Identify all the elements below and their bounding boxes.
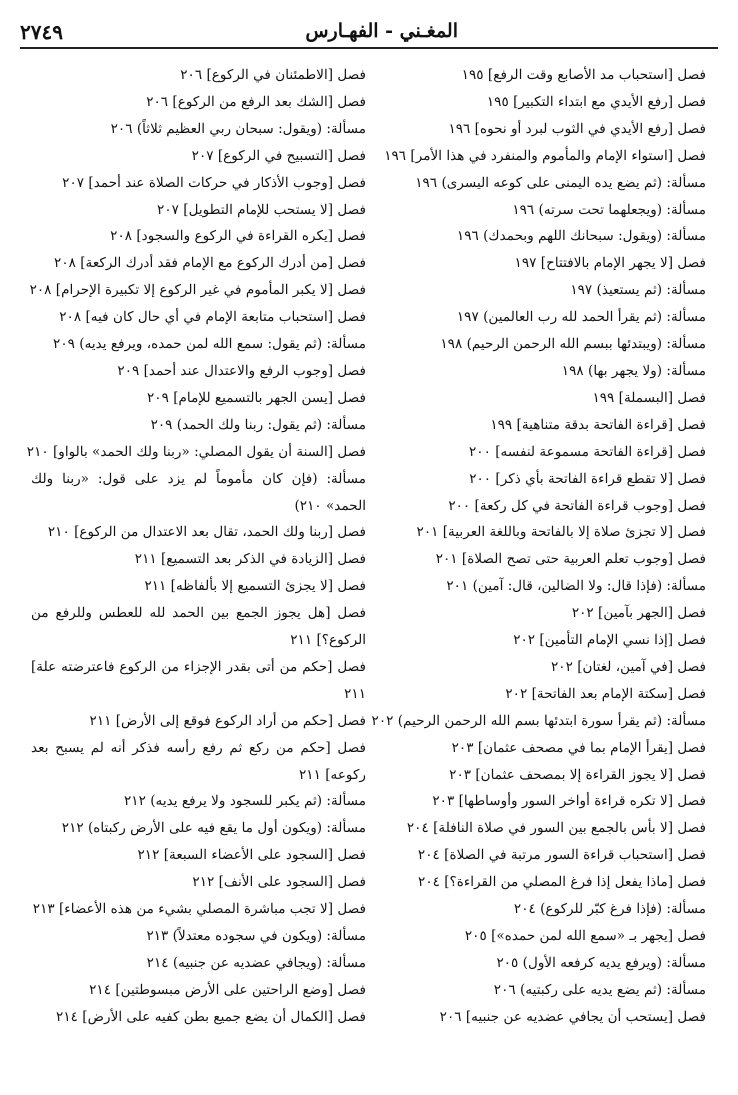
index-entry: فصل [سكتة الإمام بعد الفاتحة] ٢٠٢ <box>505 685 706 702</box>
index-entry: فصل [ربنا ولك الحمد، تقال بعد الاعتدال من الركوع] ٢١٠ <box>47 524 366 541</box>
index-entry: مسألة: (ويكون أول ما يقع فيه على الأرض ركبتاه) ٢١٢ <box>61 820 366 837</box>
page-number: ٢٧٤٩ <box>20 20 63 44</box>
index-entry: فصل [الكمال أن يضع جميع بطن كفيه على الأرض] ٢١٤ <box>56 1008 366 1025</box>
index-entry: فصل [لا يكبر المأموم في غير الركوع إلا تكبيرة الإحرام] ٢٠٨ <box>29 282 366 299</box>
index-entry: مسألة: (ويكون في سجوده معتدلاً) ٢١٣ <box>146 928 366 944</box>
index-entry: مسألة: (فإذا فرغ كبّر للركوع) ٢٠٤ <box>513 901 706 918</box>
running-title: المغـني - الفهـارس <box>305 20 458 42</box>
index-entry: فصل [استحباب قراءة السور مرتبة في الصلاة] ٢٠٤ <box>417 847 706 864</box>
index-entry: فصل [في آمين، لغتان] ٢٠٢ <box>550 658 706 675</box>
index-entry: فصل [الشك بعد الرفع من الركوع] ٢٠٦ <box>146 93 366 110</box>
index-column-left <box>26 62 366 1031</box>
index-entry: فصل [وجوب قراءة الفاتحة في كل ركعة] ٢٠٠ <box>448 497 706 514</box>
index-entry: فصل [التسبيح في الركوع] ٢٠٧ <box>191 147 366 164</box>
index-entry: مسألة: (ثم يقرأ الحمد لله رب العالمين) ١٩٧ <box>456 309 706 326</box>
index-entry: مسألة: (ثم يضع يديه على ركبتيه) ٢٠٦ <box>493 981 706 998</box>
index-entry: فصل [لا يجهر الإمام بالافتتاح] ١٩٧ <box>514 255 706 272</box>
index-entry: مسألة: (ثم يضع يده اليمنى على كوعه اليسرى) ١٩٦ <box>415 174 706 191</box>
index-entry: فصل [لا يستحب للإمام التطويل] ٢٠٧ <box>157 201 366 218</box>
index-entry: مسألة: (ثم يقول: ربنا ولك الحمد) ٢٠٩ <box>150 416 366 433</box>
index-entry: فصل [لا بأس بالجمع بين السور في صلاة النافلة] ٢٠٤ <box>406 820 706 837</box>
index-entry: فصل [وجوب الرفع والاعتدال عند أحمد] ٢٠٩ <box>117 362 366 379</box>
index-entry: مسألة: (ثم يستعيذ) ١٩٧ <box>570 282 706 299</box>
index-entry: فصل [وجوب الأذكار في حركات الصلاة عند أحمد] ٢٠٧ <box>62 174 366 191</box>
index-entry: فصل [إذا نسي الإمام التأمين] ٢٠٢ <box>513 632 706 649</box>
index-entry: فصل [البسملة] ١٩٩ <box>592 389 706 406</box>
index-entry: فصل [حكم من ركع ثم رفع رأسه فذكر أنه لم يسبح بعد ركوعه] ٢١١ <box>31 739 366 783</box>
index-entry: فصل [السجود على الأنف] ٢١٢ <box>192 874 366 891</box>
index-entry: فصل [لا تقطع قراءة الفاتحة بأي ذكر] ٢٠٠ <box>469 470 706 487</box>
index-entry: فصل [يستحب أن يجافي عضديه عن جنبيه] ٢٠٦ <box>439 1008 706 1025</box>
index-entry: فصل [ماذا يفعل إذا فرغ المصلي من القراءة؟] ٢٠٤ <box>418 874 706 891</box>
index-entry: فصل [السجود على الأعضاء السبعة] ٢١٢ <box>137 847 366 864</box>
index-entry: فصل [وجوب تعلم العربية حتى تصح الصلاة] ٢٠١ <box>435 551 706 568</box>
index-entry: مسألة: (ويبتدئها ببسم الله الرحمن الرحيم) ١٩٨ <box>440 336 706 353</box>
index-entry: مسألة: (ويرفع يديه كرفعه الأول) ٢٠٥ <box>496 954 706 971</box>
index-entry: فصل [لا تجب مباشرة المصلي بشيء من هذه الأعضاء] ٢١٣ <box>32 901 366 918</box>
index-entry: فصل [الاطمئنان في الركوع] ٢٠٦ <box>180 67 366 83</box>
index-entry: فصل [حكم من أراد الركوع فوقع إلى الأرض] ٢١١ <box>89 712 366 729</box>
index-entry: فصل [يسن الجهر بالتسميع للإمام] ٢٠٩ <box>146 389 366 406</box>
index-entry: فصل [قراءة الفاتحة مسموعة لنفسه] ٢٠٠ <box>469 443 706 460</box>
index-entry: مسألة: (ويجافي عضديه عن جنبيه) ٢١٤ <box>146 954 366 971</box>
index-entry: فصل [استواء الإمام والمأموم والمنفرد في هذا الأمر] ١٩٦ <box>384 147 706 164</box>
index-entry: فصل [هل يجوز الجمع بين الحمد لله للعطس وللرفع من الركوع؟] ٢١١ <box>31 605 366 649</box>
page-header <box>20 20 718 44</box>
header-rule <box>20 47 718 49</box>
index-entry: فصل [رفع الأيدي في الثوب لبرد أو نحوه] ١٩٦ <box>448 120 706 137</box>
index-entry: فصل [لا تجزئ صلاة إلا بالفاتحة وباللغة العربية] ٢٠١ <box>416 524 706 541</box>
index-entry: مسألة: (ولا يجهر بها) ١٩٨ <box>561 362 706 379</box>
index-entry: فصل [يجهر بـ «سمع الله لمن حمده»] ٢٠٥ <box>464 928 706 944</box>
index-entry: مسألة: (ويجعلهما تحت سرته) ١٩٦ <box>512 201 706 218</box>
index-entry: مسألة: (ويقول: سبحانك اللهم وبحمدك) ١٩٦ <box>456 228 706 245</box>
index-entry: فصل [السنة أن يقول المصلي: «ربنا ولك الحمد» بالواو] ٢١٠ <box>26 443 366 460</box>
index-entry: فصل [لا يجوز القراءة إلا بمصحف عثمان] ٢٠٣ <box>449 766 706 783</box>
index-entry: فصل [وضع الراحتين على الأرض مبسوطتين] ٢١٤ <box>89 981 366 998</box>
index-entry: فصل [قراءة الفاتحة بدقة متناهية] ١٩٩ <box>490 416 706 433</box>
index-entry: فصل [يقرأ الإمام بما في مصحف عثمان] ٢٠٣ <box>451 739 706 756</box>
index-entry: فصل [استحباب مد الأصابع وقت الرفع] ١٩٥ <box>461 67 706 83</box>
index-entry: فصل [لا يجزئ التسميع إلا بألفاظه] ٢١١ <box>144 578 366 595</box>
index-entry: فصل [الجهر بآمين] ٢٠٢ <box>571 605 706 622</box>
index-entry: فصل [يكره القراءة في الركوع والسجود] ٢٠٨ <box>110 228 366 245</box>
index-column-right <box>371 62 706 1031</box>
index-entry: مسألة: (ثم يقرأ سورة ابتدئها بسم الله الرحمن الرحيم) ٢٠٢ <box>371 712 706 729</box>
index-entry: فصل [حكم من أتى بقدر الإجزاء من الركوع فاعترضته علة] ٢١١ <box>31 658 366 702</box>
index-entry: مسألة: (ويقول: سبحان ربي العظيم ثلاثاً) ٢٠٦ <box>110 120 366 137</box>
index-entry: مسألة: (فإن كان مأموماً لم يزد على قول: «ربنا ولك الحمد» ٢١٠) <box>31 470 366 514</box>
index-entry: فصل [رفع الأيدي مع ابتداء التكبير] ١٩٥ <box>486 93 706 110</box>
index-entry: مسألة: (فإذا قال: ولا الضالين، قال: آمين) ٢٠١ <box>446 578 706 595</box>
index-entry: فصل [من أدرك الركوع مع الإمام فقد أدرك الركعة] ٢٠٨ <box>54 255 366 272</box>
index-entry: فصل [الزيادة في الذكر بعد التسميع] ٢١١ <box>134 551 366 568</box>
index-entry: فصل [استحباب متابعة الإمام في أي حال كان فيه] ٢٠٨ <box>59 309 366 326</box>
index-entry: مسألة: (ثم يقول: سمع الله لمن حمده، ويرفع يديه) ٢٠٩ <box>53 336 366 353</box>
index-entry: مسألة: (ثم يكبر للسجود ولا يرفع يديه) ٢١٢ <box>124 793 366 810</box>
index-entry: فصل [لا تكره قراءة أواخر السور وأوساطها] ٢٠٣ <box>432 793 706 810</box>
